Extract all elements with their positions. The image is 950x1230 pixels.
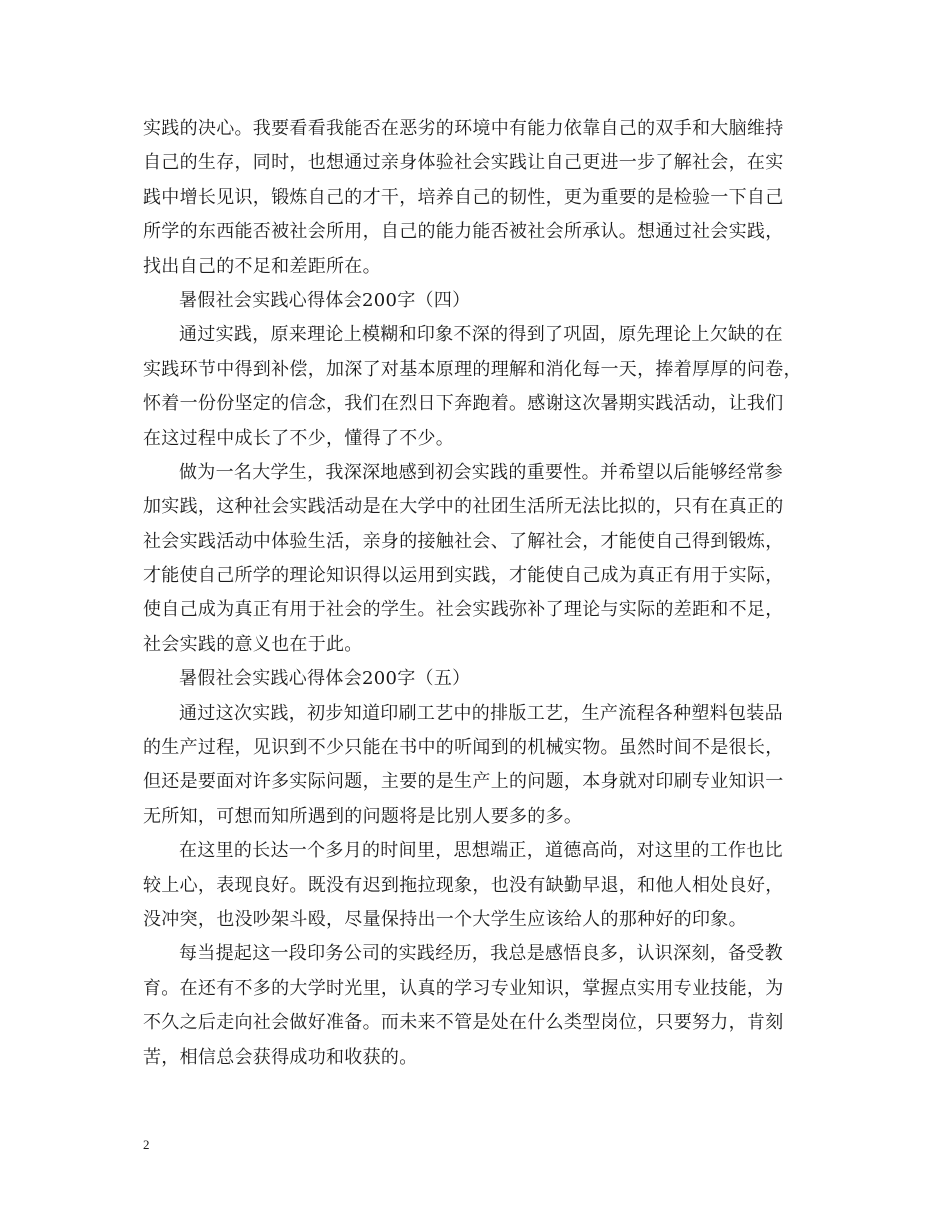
- paragraph: [143, 318, 813, 456]
- text-line: 使自己成为真正有用于社会的学生。社会实践弥补了理论与实际的差距和不足，: [143, 599, 784, 621]
- text-line: 育。在还有不多的大学时光里，认真的学习专业知识，掌握点实用专业技能，为: [143, 977, 784, 999]
- text-line: 才能使自己所学的理论知识得以运用到实践，才能使自己成为真正有用于实际，: [143, 565, 784, 587]
- text-line: 每当提起这一段印务公司的实践经历，我总是感悟良多，认识深刻，备受教: [179, 943, 783, 965]
- text-line: 社会实践活动中体验生活，亲身的接触社会、了解社会，才能使自己得到锻炼，: [143, 530, 784, 552]
- section-heading: [143, 284, 813, 318]
- heading-text: 暑假社会实践心得体会200字（四）: [179, 289, 471, 311]
- heading-text: 暑假社会实践心得体会200字（五）: [179, 668, 471, 690]
- text-line: 在这过程中成长了不少，懂得了不少。: [143, 427, 455, 449]
- text-line: 不久之后走向社会做好准备。而未来不管是处在什么类型岗位，只要努力，肯刻: [143, 1012, 784, 1034]
- text-line: 较上心，表现良好。既没有迟到拖拉现象，也没有缺勤早退，和他人相处良好，: [143, 874, 784, 896]
- text-line: 实践环节中得到补偿，加深了对基本原理的理解和消化每一天，捧着厚厚的问卷，: [143, 358, 802, 380]
- text-line: 社会实践的意义也在于此。: [143, 633, 363, 655]
- text-line: 在这里的长达一个多月的时间里，思想端正，道德高尚，对这里的工作也比: [179, 840, 783, 862]
- paragraph: [143, 456, 813, 662]
- document-body: [143, 112, 813, 1075]
- text-line: 所学的东西能否被社会所用，自己的能力能否被社会所承认。想通过社会实践，: [143, 221, 784, 243]
- paragraph: [143, 834, 813, 937]
- paragraph: [143, 937, 813, 1075]
- text-line: 怀着一份份坚定的信念，我们在烈日下奔跑着。感谢这次暑期实践活动，让我们: [143, 393, 784, 415]
- section-heading: [143, 662, 813, 696]
- page-number: 2: [143, 1137, 150, 1152]
- text-line: 的生产过程，见识到不少只能在书中的听闻到的机械实物。虽然时间不是很长，: [143, 737, 784, 759]
- text-line: 通过实践，原来理论上模糊和印象不深的得到了巩固，原先理论上欠缺的在: [179, 324, 783, 346]
- text-line: 通过这次实践，初步知道印刷工艺中的排版工艺，生产流程各种塑料包装品: [179, 702, 783, 724]
- text-line: 苦，相信总会获得成功和收获的。: [143, 1046, 418, 1068]
- text-line: 找出自己的不足和差距所在。: [143, 255, 381, 277]
- paragraph: [143, 697, 813, 835]
- text-line: 没冲突，也没吵架斗殴，尽量保持出一个大学生应该给人的那种好的印象。: [143, 908, 747, 930]
- paragraph: [143, 112, 813, 284]
- text-line: 做为一名大学生，我深深地感到初会实践的重要性。并希望以后能够经常参: [179, 461, 783, 483]
- text-line: 自己的生存，同时，也想通过亲身体验社会实践让自己更进一步了解社会，在实: [143, 152, 784, 174]
- text-line: 加实践，这种社会实践活动是在大学中的社团生活所无法比拟的，只有在真正的: [143, 496, 784, 518]
- text-line: 实践的决心。我要看看我能否在恶劣的环境中有能力依靠自己的双手和大脑维持: [143, 118, 784, 139]
- text-line: 但还是要面对许多实际问题，主要的是生产上的问题，本身就对印刷专业知识一: [143, 771, 784, 793]
- text-line: 践中增长见识，锻炼自己的才干，培养自己的韧性，更为重要的是检验一下自己: [143, 186, 784, 208]
- text-line: 无所知，可想而知所遇到的问题将是比别人要多的多。: [143, 805, 583, 827]
